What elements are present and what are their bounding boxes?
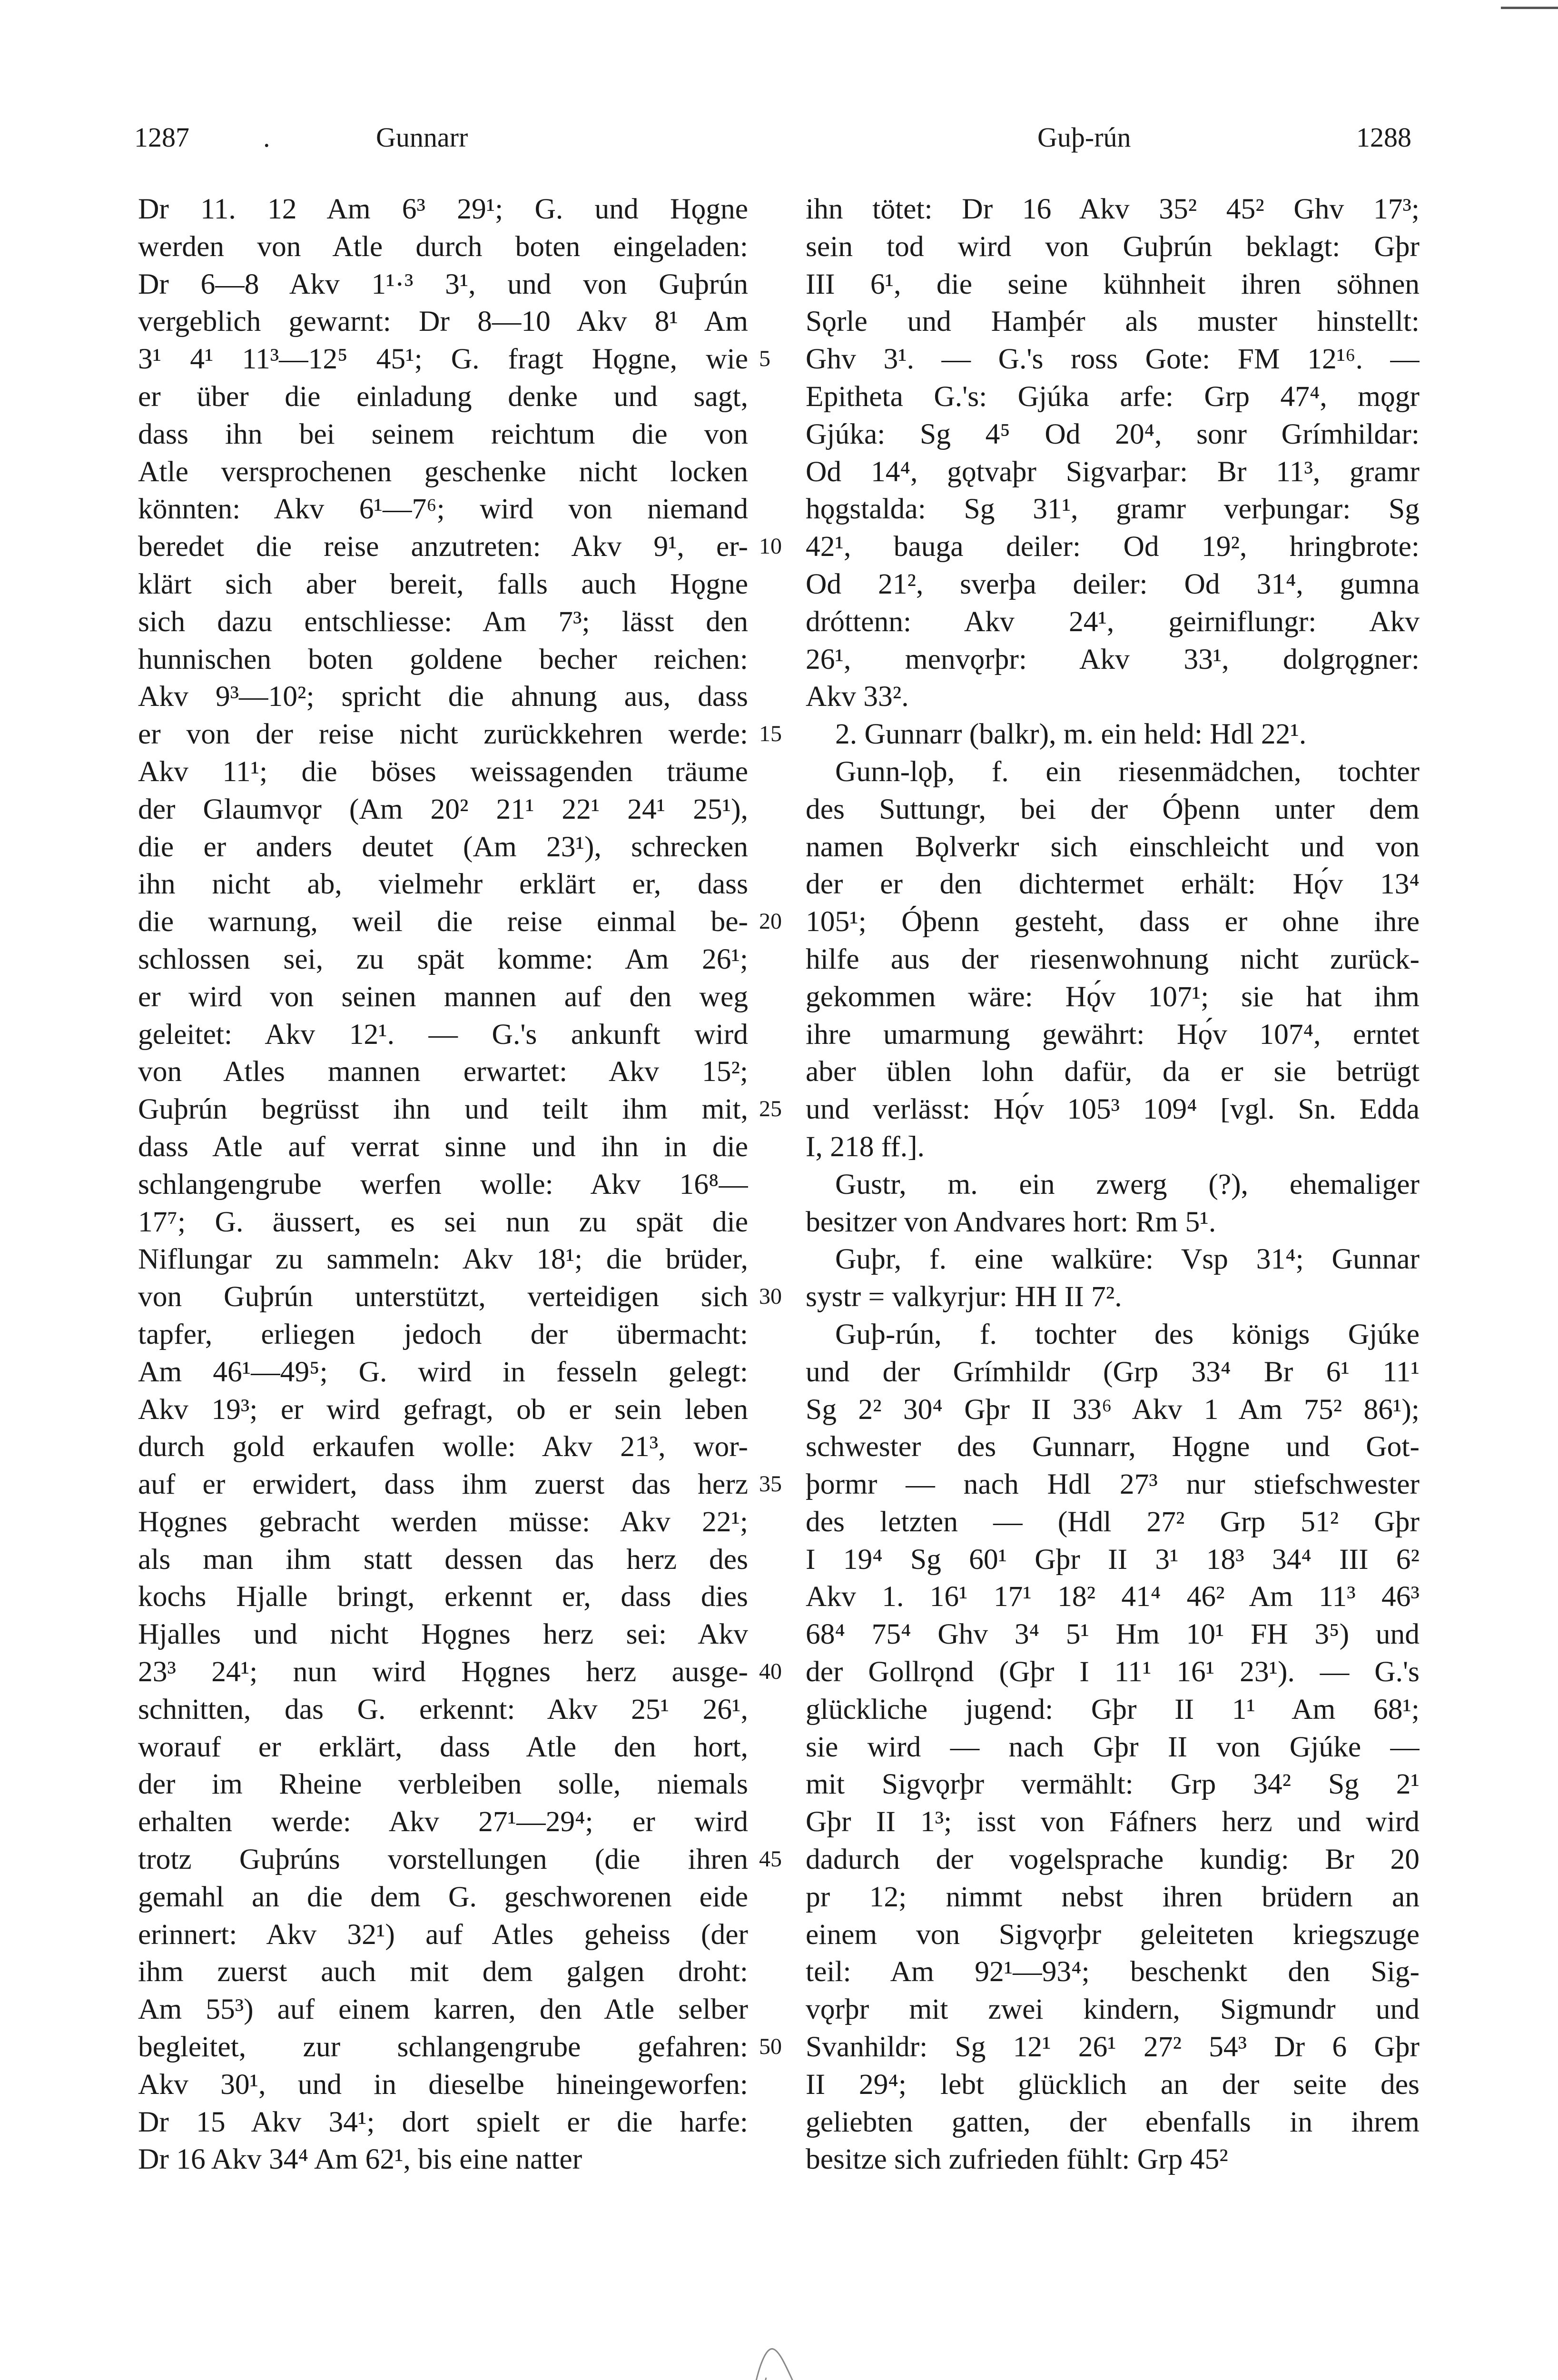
text-line: Gunn-lǫþ, f. ein riesenmädchen, tochter [835,755,1420,788]
text-line: ihre umarmung gewährt: Hǫ́v 107⁴, erntet [806,1018,1420,1051]
text-line: mit Sigvǫrþr vermählt: Grp 34² Sg 2¹ [806,1768,1420,1801]
text-line: sie wird — nach Gþr II von Gjúke — [806,1730,1420,1763]
line-number: 35 [759,1471,782,1497]
text-line: 17⁷; G. äussert, es sei nun zu spät die [138,1205,748,1238]
text-line: des Suttungr, bei der Óþenn unter dem [806,793,1420,825]
text-line: 26¹, menvǫrþr: Akv 33¹, dolgrǫgner: [806,643,1420,675]
text-line: Sǫrle und Hamþér als muster hinstellt: [806,305,1420,338]
text-line: schlossen sei, zu spät komme: Am 26¹; [138,942,748,975]
text-line: auf er erwidert, dass ihm zuerst das herz [138,1468,748,1501]
text-line: þormr — nach Hdl 27³ nur stiefschwester [806,1468,1420,1501]
text-line: dass Atle auf verrat sinne und ihn in die [138,1130,748,1163]
text-line: von Guþrún unterstützt, verteidigen sich [138,1280,748,1313]
line-number: 20 [759,909,782,934]
text-line: Guþ-rún, f. tochter des königs Gjúke [835,1318,1420,1350]
text-line: Akv 11¹; die böses weissagenden träume [138,755,748,788]
text-line: II 29⁴; lebt glücklich an der seite des [806,2068,1420,2101]
text-line: trotz Guþrúns vorstellungen (die ihren [138,1843,748,1876]
text-line: Akv 1. 16¹ 17¹ 18² 41⁴ 46² Am 11³ 46³ [806,1580,1420,1613]
text-line: Atle versprochenen geschenke nicht locken [138,455,748,488]
text-line: Am 55³) auf einem karren, den Atle selber [138,1993,748,2026]
text-line: ihn nicht ab, vielmehr erklärt er, dass [138,868,748,901]
running-head-right: Guþ-rún [1037,122,1131,153]
text-line: erhalten werde: Akv 27¹—29⁴; er wird [138,1805,748,1838]
line-number: 5 [759,346,770,372]
text-line: begleitet, zur schlangengrube gefahren: [138,2031,748,2063]
page-number-right: 1288 [1356,122,1411,153]
text-line: dróttenn: Akv 24¹, geirniflungr: Akv [806,605,1420,638]
text-line: und verlässt: Hǫ́v 105³ 109⁴ [vgl. Sn. Edda [806,1093,1420,1126]
text-line: Dr 6—8 Akv 1¹·³ 3¹, und von Guþrún [138,268,748,300]
line-number: 40 [759,1659,782,1685]
text-line: pr 12; nimmt nebst ihren brüdern an [806,1880,1420,1913]
text-line: systr = valkyrjur: HH II 7². [806,1280,1122,1313]
text-line: glückliche jugend: Gþr II 1¹ Am 68¹; [806,1693,1420,1726]
text-line: I 19⁴ Sg 60¹ Gþr II 3¹ 18³ 34⁴ III 6² [806,1543,1420,1576]
text-line: die er anders deutet (Am 23¹), schrecken [138,830,748,863]
line-number: 15 [759,721,782,747]
text-line: besitze sich zufrieden fühlt: Grp 45² [806,2143,1228,2176]
text-line: beredet die reise anzutreten: Akv 9¹, er- [138,530,748,563]
text-line: er wird von seinen mannen auf den weg [138,980,748,1013]
text-line: 3¹ 4¹ 11³—12⁵ 45¹; G. fragt Hǫgne, wie [138,343,748,376]
text-line: gekommen wäre: Hǫ́v 107¹; sie hat ihm [806,980,1420,1013]
text-line: er von der reise nicht zurückkehren werde: [138,718,748,751]
text-line: schlangengrube werfen wolle: Akv 16⁸— [138,1168,748,1200]
text-line: namen Bǫlverkr sich einschleicht und von [806,830,1420,863]
line-number: 50 [759,2034,782,2060]
text-line: Hǫgnes gebracht werden müsse: Akv 22¹; [138,1505,748,1538]
text-line: könnten: Akv 6¹—7⁶; wird von niemand [138,493,748,526]
text-line: vǫrþr mit zwei kindern, Sigmundr und [806,1993,1420,2026]
text-line: einem von Sigvǫrþr geleiteten kriegszuge [806,1918,1420,1951]
text-line: 2. Gunnarr (balkr), m. ein held: Hdl 22¹. [835,718,1307,751]
text-line: 23³ 24¹; nun wird Hǫgnes herz ausge- [138,1656,748,1688]
text-line: des letzten — (Hdl 27² Grp 51² Gþr [806,1505,1420,1538]
text-line: geliebten gatten, der ebenfalls in ihrem [806,2105,1420,2138]
text-line: hilfe aus der riesenwohnung nicht zurück- [806,942,1420,975]
text-line: Sg 2² 30⁴ Gþr II 33⁶ Akv 1 Am 75² 86¹); [806,1393,1420,1426]
text-line: hunnischen boten goldene becher reichen: [138,643,748,675]
running-head-left: Gunnarr [376,122,468,153]
text-line: erinnert: Akv 32¹) auf Atles geheiss (der [138,1918,748,1951]
text-line: Ghv 3¹. — G.'s ross Gote: FM 12¹⁶. — [806,343,1420,376]
text-line: Am 46¹—49⁵; G. wird in fesseln gelegt: [138,1355,748,1388]
text-line: Hjalles und nicht Hǫgnes herz sei: Akv [138,1618,748,1651]
text-line: tapfer, erliegen jedoch der übermacht: [138,1318,748,1350]
text-line: geleitet: Akv 12¹. — G.'s ankunft wird [138,1018,748,1051]
text-line: Akv 30¹, und in dieselbe hineingeworfen: [138,2068,748,2101]
text-line: die warnung, weil die reise einmal be- [138,905,748,938]
page-number-left: 1287 [134,122,189,153]
text-line: 105¹; Óþenn gesteht, dass er ohne ihre [806,905,1420,938]
text-line: Akv 9³—10²; spricht die ahnung aus, dass [138,680,748,713]
text-line: der Glaumvǫr (Am 20² 21¹ 22¹ 24¹ 25¹), [138,793,748,825]
text-line: von Atles mannen erwartet: Akv 15²; [138,1055,748,1088]
right-text-column [806,190,1420,2178]
line-number: 10 [759,534,782,559]
text-line: besitzer von Andvares hort: Rm 5¹. [806,1205,1216,1238]
text-line: kochs Hjalle bringt, erkennt er, dass dies [138,1580,748,1613]
text-line: Dr 15 Akv 34¹; dort spielt er die harfe: [138,2105,748,2138]
text-line: Gustr, m. ein zwerg (?), ehemaliger [835,1168,1420,1200]
text-line: der Gollrǫnd (Gþr I 11¹ 16¹ 23¹). — G.'s [806,1656,1420,1688]
line-number: 30 [759,1284,782,1309]
text-line: schnitten, das G. erkennt: Akv 25¹ 26¹, [138,1693,748,1726]
text-line: Od 21², sverþa deiler: Od 31⁴, gumna [806,567,1420,600]
text-line: als man ihm statt dessen das herz des [138,1543,748,1576]
text-line: dadurch der vogelsprache kundig: Br 20 [806,1843,1420,1876]
scan-edge-mark [1501,7,1558,9]
text-line: Guþrún begrüsst ihn und teilt ihm mit, [138,1093,748,1126]
text-line: der im Rheine verbleiben solle, niemals [138,1768,748,1801]
text-line: Dr 11. 12 Am 6³ 29¹; G. und Hǫgne [138,193,748,225]
text-line: Dr 16 Akv 34⁴ Am 62¹, bis eine natter [138,2143,582,2176]
text-line: sein tod wird von Guþrún beklagt: Gþr [806,230,1420,263]
text-line: er über die einladung denke und sagt, [138,380,748,413]
text-line: werden von Atle durch boten eingeladen: [138,230,748,263]
text-line: Epitheta G.'s: Gjúka arfe: Grp 47⁴, mǫgr [806,380,1420,413]
text-line: Gjúka: Sg 4⁵ Od 20⁴, sonr Grímhildar: [806,417,1420,450]
text-line: III 6¹, die seine kühnheit ihren söhnen [806,268,1420,300]
line-number: 25 [759,1096,782,1122]
left-text-column [138,190,748,2178]
line-number: 45 [759,1846,782,1872]
text-line: gemahl an die dem G. geschworenen eide [138,1880,748,1913]
text-line: Niflungar zu sammeln: Akv 18¹; die brüder, [138,1243,748,1276]
text-line: schwester des Gunnarr, Hǫgne und Got- [806,1430,1420,1463]
text-line: aber üblen lohn dafür, da er sie betrügt [806,1055,1420,1088]
text-line: Od 14⁴, gǫtvaþr Sigvarþar: Br 11³, gramr [806,455,1420,488]
text-line: Akv 33². [806,680,909,713]
text-line: Guþr, f. eine walküre: Vsp 31⁴; Gunnar [835,1243,1420,1276]
text-line: klärt sich aber bereit, falls auch Hǫgne [138,567,748,600]
text-line: teil: Am 92¹—93⁴; beschenkt den Sig- [806,1955,1420,1988]
text-line: 42¹, bauga deiler: Od 19², hringbrote: [806,530,1420,563]
text-line: durch gold erkaufen wolle: Akv 21³, wor- [138,1430,748,1463]
text-line: worauf er erklärt, dass Atle den hort, [138,1730,748,1763]
text-line: ihm zuerst auch mit dem galgen droht: [138,1955,748,1988]
header-dot: . [263,122,270,153]
text-line: hǫgstalda: Sg 31¹, gramr verþungar: Sg [806,493,1420,526]
text-line: sich dazu entschliesse: Am 7³; lässt den [138,605,748,638]
text-line: und der Grímhildr (Grp 33⁴ Br 6¹ 11¹ [806,1355,1420,1388]
text-line: der er den dichtermet erhält: Hǫ́v 13⁴ [806,868,1420,901]
text-line: vergeblich gewarnt: Dr 8—10 Akv 8¹ Am [138,305,748,338]
text-line: I, 218 ff.]. [806,1130,925,1163]
pencil-mark [747,2332,818,2380]
text-line: ihn tötet: Dr 16 Akv 35² 45² Ghv 17³; [806,193,1420,225]
text-line: 68⁴ 75⁴ Ghv 3⁴ 5¹ Hm 10¹ FH 3⁵) und [806,1618,1420,1651]
text-line: dass ihn bei seinem reichtum die von [138,417,748,450]
text-line: Svanhildr: Sg 12¹ 26¹ 27² 54³ Dr 6 Gþr [806,2031,1420,2063]
text-line: Akv 19³; er wird gefragt, ob er sein leben [138,1393,748,1426]
text-line: Gþr II 1³; isst von Fáfners herz und wird [806,1805,1420,1838]
